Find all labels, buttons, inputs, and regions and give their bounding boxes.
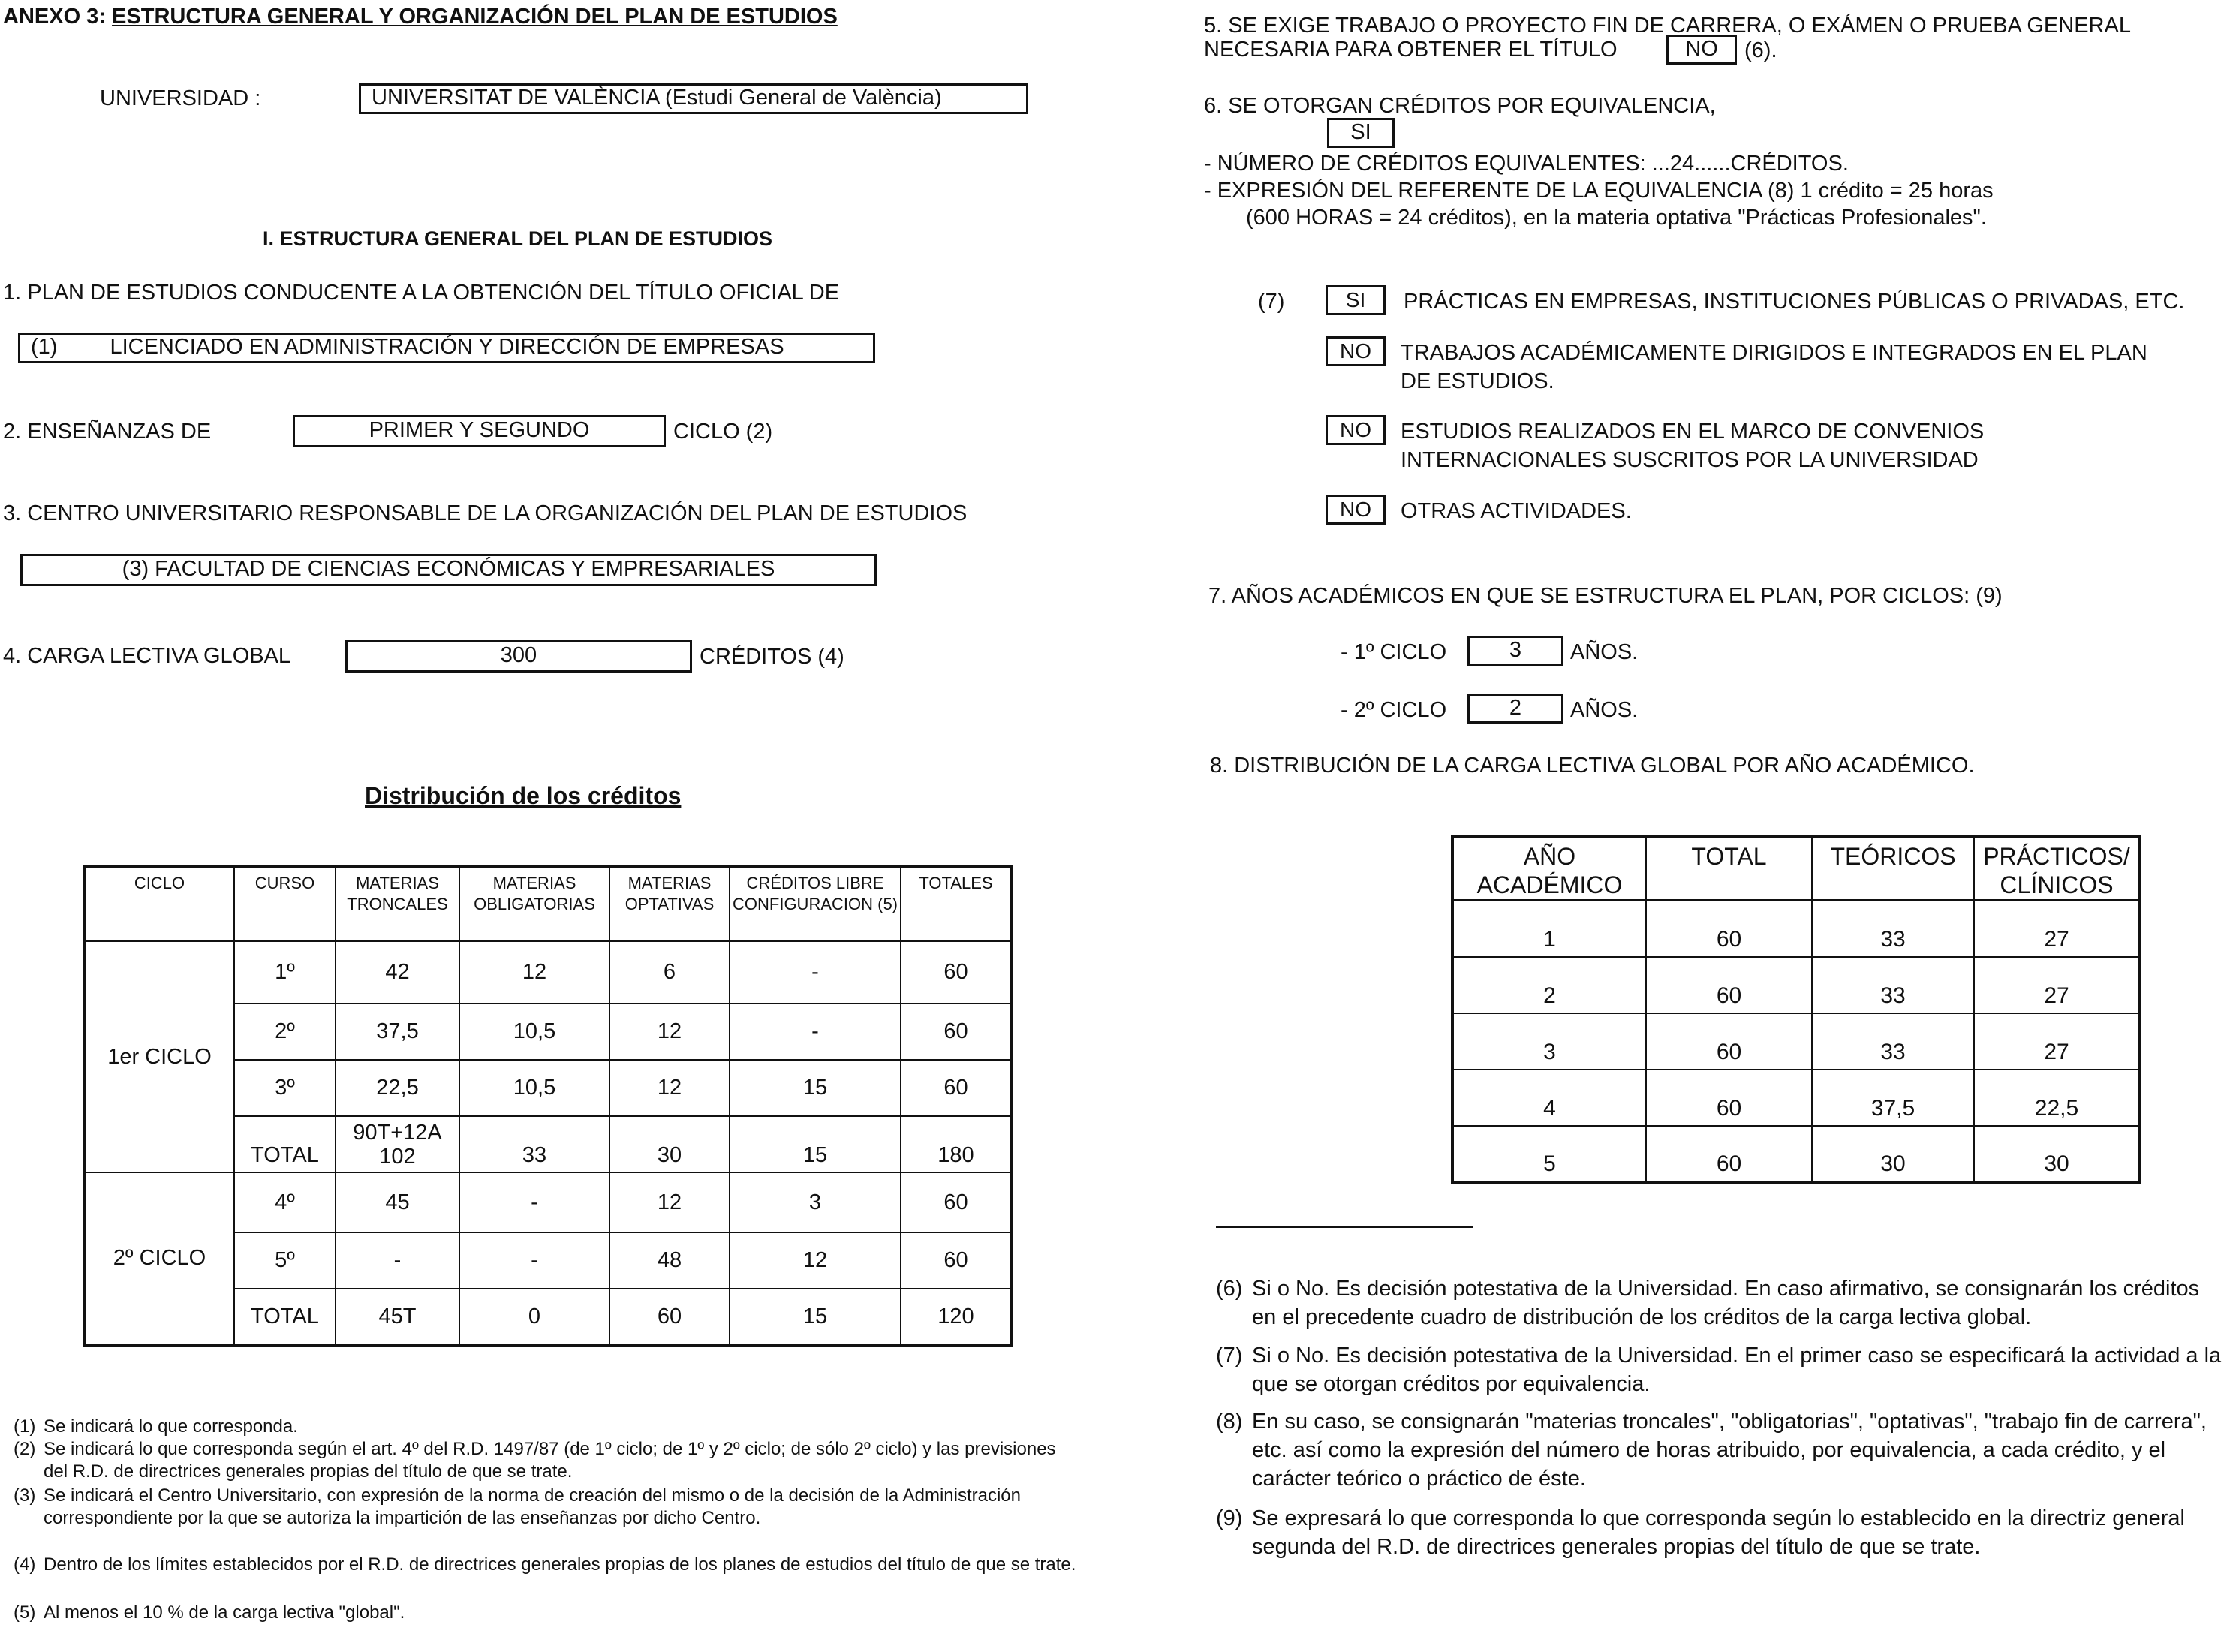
table-row — [1452, 957, 2140, 1013]
cell: 30 — [1974, 1126, 2140, 1182]
cell: - — [730, 1004, 901, 1060]
cell: 4º — [234, 1172, 336, 1232]
cell: 30 — [1812, 1126, 1974, 1182]
annex-title: ESTRUCTURA GENERAL Y ORGANIZACIÓN DEL PLAN DE ESTUDIOS — [112, 5, 838, 29]
cycle1-years-unit: AÑOS. — [1570, 640, 1639, 664]
cell: 27 — [1974, 900, 2140, 957]
center-field: (3) FACULTAD DE CIENCIAS ECONÓMICAS Y EMPRESARIALES — [20, 554, 877, 586]
item5-suffix: (6). — [1744, 38, 1777, 62]
cell: 60 — [1646, 900, 1812, 957]
university-field: UNIVERSITAT DE VALÈNCIA (Estudi General de València) — [359, 83, 1028, 114]
cell: - — [459, 1172, 609, 1232]
cell: - — [459, 1232, 609, 1289]
cell: 60 — [1646, 1126, 1812, 1182]
footnote — [1216, 1341, 2229, 1407]
footnote-num: (2) — [14, 1439, 36, 1459]
cell: 180 — [901, 1116, 1012, 1172]
cell: 60 — [901, 1004, 1012, 1060]
cell: 1º — [234, 941, 336, 1004]
footnote-text: Dentro de los límites establecidos por el R.D. de directrices generales propias de los planes de estudios del título de que se trate. — [44, 1554, 1076, 1575]
cell: 6 — [609, 941, 730, 1004]
cycle2-years-unit: AÑOS. — [1570, 698, 1639, 722]
equivalence-expression-line2: (600 HORAS = 24 créditos), en la materia optativa "Prácticas Profesionales". — [1246, 206, 1987, 230]
cycle2-name: 2º CICLO — [84, 1172, 234, 1345]
option-text: PRÁCTICAS EN EMPRESAS, INSTITUCIONES PÚBLICAS O PRIVADAS, ETC. — [1404, 290, 2185, 314]
col-header-ciclo: CICLO — [84, 867, 234, 941]
item2-suffix: CICLO (2) — [673, 420, 773, 444]
cell: 10,5 — [459, 1060, 609, 1116]
col-header-totales: TOTALES — [901, 867, 1012, 941]
cell: TOTAL — [234, 1289, 336, 1345]
option-row — [1326, 495, 2226, 525]
cell: 45T — [336, 1289, 459, 1345]
cell: 30 — [609, 1116, 730, 1172]
footnote — [1216, 1407, 2229, 1504]
footnote-num: (7) — [1216, 1344, 1243, 1368]
option-ref: (7) — [1258, 290, 1285, 314]
col-header-practicos: PRÁCTICOS/ CLÍNICOS — [1974, 836, 2140, 900]
cell: 60 — [1646, 1013, 1812, 1070]
cell: 2º — [234, 1004, 336, 1060]
option-row — [1326, 336, 2226, 396]
item4-suffix: CRÉDITOS (4) — [700, 645, 844, 669]
col-header-libre: CRÉDITOS LIBRE CONFIGURACION (5) — [730, 867, 901, 941]
degree-title: LICENCIADO EN ADMINISTRACIÓN Y DIRECCIÓN DE EMPRESAS — [110, 335, 784, 359]
annex-heading — [3, 3, 838, 30]
cell: 27 — [1974, 1013, 2140, 1070]
col-header-total: TOTAL — [1646, 836, 1812, 900]
option-value: NO — [1326, 495, 1386, 525]
footnote — [1216, 1274, 2229, 1341]
cycle1-name: 1er CICLO — [84, 941, 234, 1172]
item1-label: 1. PLAN DE ESTUDIOS CONDUCENTE A LA OBTENCIÓN DEL TÍTULO OFICIAL DE — [3, 281, 840, 305]
table-header-row — [1452, 836, 2140, 900]
cell: 22,5 — [336, 1060, 459, 1116]
footnote-text: Se indicará el Centro Universitario, con expresión de la norma de creación del mismo o de la decisión de la Administración correspondiente por la que se autoriza la impartición de las enseñanzas por dicho Centro. — [44, 1485, 1021, 1528]
footnote — [14, 1416, 1064, 1438]
cell: 60 — [609, 1289, 730, 1345]
cell: 60 — [901, 1060, 1012, 1116]
col-header-troncales: MATERIAS TRONCALES — [336, 867, 459, 941]
option-text: TRABAJOS ACADÉMICAMENTE DIRIGIDOS E INTEGRADOS EN EL PLAN — [1401, 341, 2147, 365]
footnote-text: En su caso, se consignarán "materias troncales", "obligatorias", "optativas", "trabajo fin de carrera", etc. así como la expresión del número de horas atribuido, por equivalencia, a cada crédito, y el carácter teórico o práctico de éste. — [1252, 1410, 2207, 1491]
table-header-row — [84, 867, 1012, 941]
left-footnotes — [14, 1416, 1076, 1624]
university-label: UNIVERSIDAD : — [100, 86, 261, 110]
cell: 15 — [730, 1060, 901, 1116]
footnote — [14, 1602, 1064, 1624]
item2-label: 2. ENSEÑANZAS DE — [3, 420, 212, 444]
table-row — [1452, 1070, 2140, 1126]
cell: 12 — [730, 1232, 901, 1289]
cycle2-years-field: 2 — [1467, 694, 1563, 724]
credits-distribution-table — [83, 865, 1013, 1347]
cell: 15 — [730, 1116, 901, 1172]
cell: 5º — [234, 1232, 336, 1289]
option-text-line2: DE ESTUDIOS. — [1401, 369, 1554, 393]
cell: 12 — [609, 1004, 730, 1060]
footnote-num: (1) — [14, 1416, 36, 1437]
cell: 10,5 — [459, 1004, 609, 1060]
cell: 37,5 — [1812, 1070, 1974, 1126]
cell: 60 — [901, 1172, 1012, 1232]
footnote-text: Al menos el 10 % de la carga lectiva "global". — [44, 1602, 405, 1623]
footnote-text: Se indicará lo que corresponda según el art. 4º del R.D. 1497/87 (de 1º ciclo; de 1º y 2º ciclo; de sólo 2º ciclo) y las previsiones del R.D. de directrices generales propias del título de que se trate. — [44, 1439, 1056, 1482]
footnote-text: Se indicará lo que corresponda. — [44, 1416, 298, 1437]
footnote-num: (3) — [14, 1485, 36, 1506]
cell: 42 — [336, 941, 459, 1004]
footnote — [14, 1554, 1076, 1602]
cell: 0 — [459, 1289, 609, 1345]
cell: 3º — [234, 1060, 336, 1116]
col-header-optativas: MATERIAS OPTATIVAS — [609, 867, 730, 941]
cell: 2 — [1452, 957, 1646, 1013]
cell: 60 — [1646, 957, 1812, 1013]
col-header-ano: AÑO ACADÉMICO — [1452, 836, 1646, 900]
cell: TOTAL — [234, 1116, 336, 1172]
option-value: SI — [1326, 285, 1386, 315]
cell: 37,5 — [336, 1004, 459, 1060]
table-row — [1452, 1126, 2140, 1182]
col-header-teoricos: TEÓRICOS — [1812, 836, 1974, 900]
cell: 33 — [1812, 1013, 1974, 1070]
cell — [336, 1116, 459, 1172]
cycles-field: PRIMER Y SEGUNDO — [293, 415, 666, 447]
cell: 12 — [609, 1060, 730, 1116]
item5-line2: NECESARIA PARA OBTENER EL TÍTULO — [1204, 38, 1618, 62]
annex-label: ANEXO 3: — [3, 5, 106, 29]
option-row — [1326, 285, 2226, 315]
cell: 3 — [730, 1172, 901, 1232]
table-row — [1452, 1013, 2140, 1070]
col-header-curso: CURSO — [234, 867, 336, 941]
cell: 33 — [1812, 957, 1974, 1013]
global-load-field: 300 — [345, 640, 692, 673]
equivalence-expression-line: - EXPRESIÓN DEL REFERENTE DE LA EQUIVALENCIA (8) 1 crédito = 25 horas — [1204, 179, 1994, 203]
cell: 12 — [609, 1172, 730, 1232]
item3-label: 3. CENTRO UNIVERSITARIO RESPONSABLE DE LA ORGANIZACIÓN DEL PLAN DE ESTUDIOS — [3, 501, 968, 525]
option-text-line2: INTERNACIONALES SUSCRITOS POR LA UNIVERSIDAD — [1401, 448, 1979, 472]
footnote-num: (5) — [14, 1602, 36, 1623]
right-footnotes — [1216, 1274, 2229, 1564]
cycle1-years-label: - 1º CICLO — [1341, 640, 1447, 664]
equivalent-credits-line: - NÚMERO DE CRÉDITOS EQUIVALENTES: ...24......CRÉDITOS. — [1204, 152, 1849, 176]
cell: 22,5 — [1974, 1070, 2140, 1126]
footnote-text: Si o No. Es decisión potestativa de la Universidad. En el primer caso se especificará la actividad a la que se otorgan créditos por equivalencia. — [1252, 1344, 2222, 1396]
troncales-total: 102 — [379, 1144, 416, 1169]
final-project-field: NO — [1666, 35, 1737, 65]
option-text: ESTUDIOS REALIZADOS EN EL MARCO DE CONVENIOS — [1401, 420, 1985, 444]
footnote — [1216, 1504, 2229, 1564]
cell: 3 — [1452, 1013, 1646, 1070]
cell: 33 — [459, 1116, 609, 1172]
section-title: I. ESTRUCTURA GENERAL DEL PLAN DE ESTUDIOS — [263, 227, 773, 250]
footnote — [14, 1438, 1064, 1485]
cell: 120 — [901, 1289, 1012, 1345]
cell: 48 — [609, 1232, 730, 1289]
load-per-year-table — [1451, 835, 2141, 1184]
cell: 5 — [1452, 1126, 1646, 1182]
cell: 27 — [1974, 957, 2140, 1013]
footnote-text: Si o No. Es decisión potestativa de la Universidad. En caso afirmativo, se consignarán los créditos en el precedente cuadro de distribución de los créditos de la carga lectiva global. — [1252, 1277, 2200, 1329]
item4-label: 4. CARGA LECTIVA GLOBAL — [3, 644, 291, 668]
cell: 4 — [1452, 1070, 1646, 1126]
cell: 12 — [459, 941, 609, 1004]
col-header-obligatorias: MATERIAS OBLIGATORIAS — [459, 867, 609, 941]
cycle2-years-label: - 2º CICLO — [1341, 698, 1447, 722]
equivalence-field: SI — [1327, 118, 1395, 148]
footnote-num: (8) — [1216, 1410, 1243, 1434]
footnote-num: (9) — [1216, 1506, 1243, 1530]
degree-ref: (1) — [31, 335, 58, 359]
footnote-num: (4) — [14, 1554, 36, 1575]
cell: 60 — [1646, 1070, 1812, 1126]
distribution-title: Distribución de los créditos — [365, 782, 682, 809]
cell: 45 — [336, 1172, 459, 1232]
table-row — [84, 941, 1012, 1004]
footnote-text: Se expresará lo que corresponda lo que corresponda según lo establecido en la directriz general segunda del R.D. de directrices generales propias del título de que se trate. — [1252, 1506, 2185, 1559]
option-row — [1326, 415, 2226, 475]
cycle1-years-field: 3 — [1467, 636, 1563, 666]
item5-line1: 5. SE EXIGE TRABAJO O PROYECTO FIN DE CARRERA, O EXÁMEN O PRUEBA GENERAL — [1204, 14, 2131, 38]
item8-title: 8. DISTRIBUCIÓN DE LA CARGA LECTIVA GLOBAL POR AÑO ACADÉMICO. — [1210, 754, 1975, 778]
footnote-num: (6) — [1216, 1277, 1243, 1301]
troncales-breakdown: 90T+12A — [353, 1120, 442, 1145]
item6-title: 6. SE OTORGAN CRÉDITOS POR EQUIVALENCIA, — [1204, 94, 1716, 118]
cell: - — [730, 941, 901, 1004]
footnote — [14, 1485, 1064, 1554]
option-value: NO — [1326, 415, 1386, 445]
cell: 60 — [901, 941, 1012, 1004]
option-value: NO — [1326, 336, 1386, 366]
cell: 1 — [1452, 900, 1646, 957]
cell: 60 — [901, 1232, 1012, 1289]
table-row — [84, 1172, 1012, 1232]
table-row — [1452, 900, 2140, 957]
cell: - — [336, 1232, 459, 1289]
cell: 15 — [730, 1289, 901, 1345]
item7-title: 7. AÑOS ACADÉMICOS EN QUE SE ESTRUCTURA EL PLAN, POR CICLOS: (9) — [1208, 584, 2003, 608]
option-text: OTRAS ACTIVIDADES. — [1401, 499, 1632, 523]
footnote-separator — [1216, 1226, 1473, 1228]
cell: 33 — [1812, 900, 1974, 957]
degree-title-field — [18, 333, 875, 363]
